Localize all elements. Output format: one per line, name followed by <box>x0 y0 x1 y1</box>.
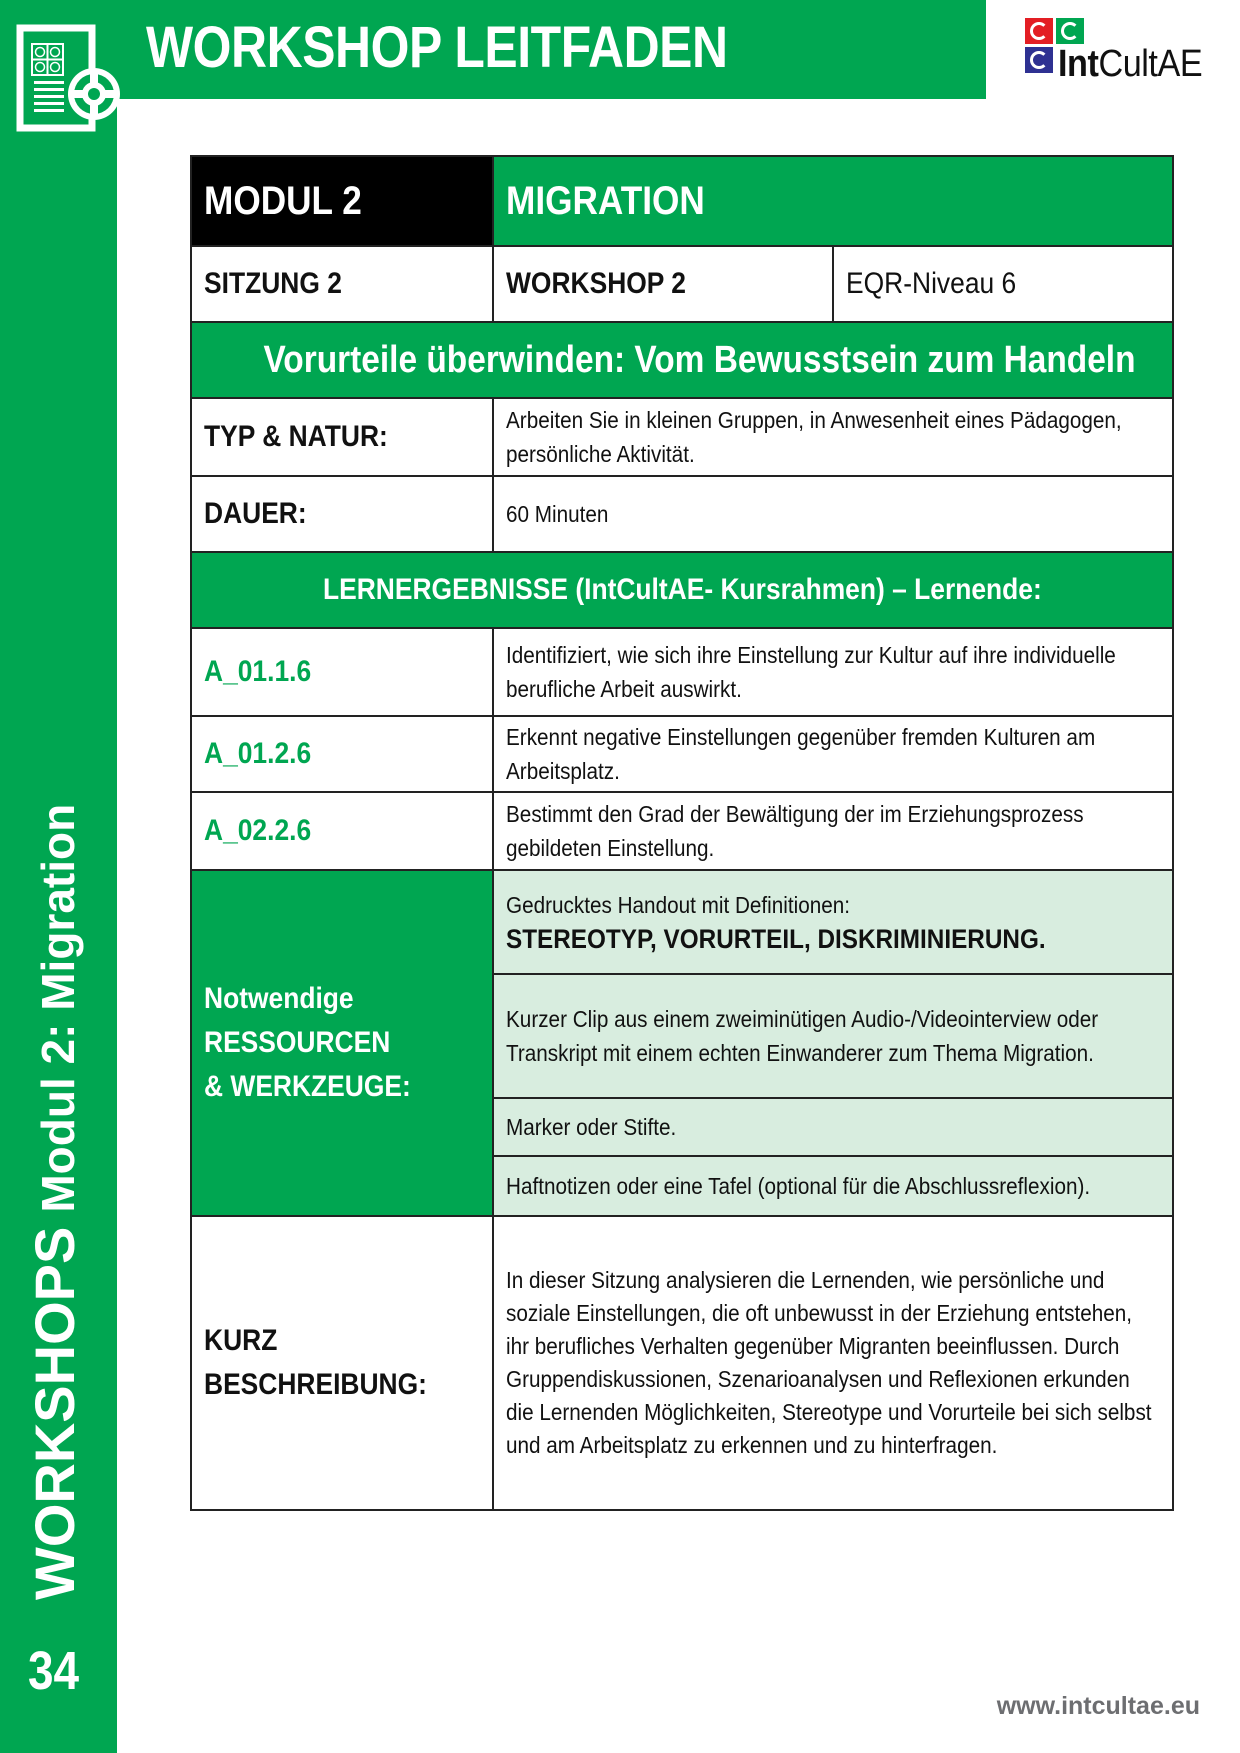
outcome-text: Erkennt negative Einstellungen gegenüber fremden Kulturen am Arbeitsplatz. <box>493 716 1173 792</box>
page-number: 34 <box>28 1641 80 1701</box>
document-gear-icon <box>16 24 122 132</box>
logo-text: IntCultAE <box>1058 43 1203 85</box>
module-name-cell: MIGRATION <box>493 156 1173 246</box>
sidebar-section-label: WORKSHOPS <box>23 1226 86 1600</box>
module-row <box>191 156 1173 246</box>
session-row <box>191 246 1173 322</box>
duration-label: DAUER: <box>191 476 493 552</box>
outcome-text: Identifiziert, wie sich ihre Einstellung zur Kultur auf ihre individuelle berufliche Arbeit auswirkt. <box>493 628 1173 716</box>
resource-item: Haftnotizen oder eine Tafel (optional für die Abschlussreflexion). <box>493 1156 1173 1216</box>
sidebar-module-label: Modul 2: Migration <box>32 803 84 1213</box>
workshop-title: Vorurteile überwinden: Vom Bewusstsein zum Handeln <box>191 322 1173 398</box>
footer-url[interactable]: www.intcultae.eu <box>996 1692 1200 1720</box>
eqr-level-cell: EQR-Niveau 6 <box>833 246 1173 322</box>
outcome-text: Bestimmt den Grad der Bewältigung der im Erziehungsprozess gebildeten Einstellung. <box>493 792 1173 870</box>
workshop-cell: WORKSHOP 2 <box>493 246 833 322</box>
logo-tile-green <box>1056 18 1084 44</box>
learning-outcome-row <box>191 792 1173 870</box>
intcultae-logo <box>1025 18 1215 88</box>
resource-item: Gedrucktes Handout mit Definitionen: STEREOTYP, VORURTEIL, DISKRIMINIERUNG. <box>493 870 1173 974</box>
description-label: KURZ BESCHREIBUNG: <box>191 1216 493 1510</box>
type-value: Arbeiten Sie in kleinen Gruppen, in Anwesenheit eines Pädagogen, persönliche Aktivität. <box>493 398 1173 476</box>
type-label: TYP & NATUR: <box>191 398 493 476</box>
description-row <box>191 1216 1173 1510</box>
outcome-code: A_01.2.6 <box>191 716 493 792</box>
resource-item: Kurzer Clip aus einem zweiminütigen Audio-/Videointerview oder Transkript mit einem echten Einwanderer zum Thema Migration. <box>493 974 1173 1098</box>
learning-outcomes-header: LERNERGEBNISSE (IntCultAE- Kursrahmen) – Lernende: <box>191 552 1173 628</box>
resource-row <box>191 870 1173 974</box>
logo-tile-blue <box>1025 47 1053 73</box>
workshop-title-row <box>191 322 1173 398</box>
duration-value: 60 Minuten <box>493 476 1173 552</box>
resource-item: Marker oder Stifte. <box>493 1098 1173 1156</box>
type-row <box>191 398 1173 476</box>
workshop-table <box>190 155 1174 1511</box>
session-cell: SITZUNG 2 <box>191 246 493 322</box>
logo-tile-red <box>1025 18 1053 44</box>
resources-label: Notwendige RESSOURCEN & WERKZEUGE: <box>191 870 493 1216</box>
learning-outcome-row <box>191 716 1173 792</box>
module-label-cell: MODUL 2 <box>191 156 493 246</box>
page-title: WORKSHOP LEITFADEN <box>146 15 728 80</box>
duration-row <box>191 476 1173 552</box>
outcome-code: A_02.2.6 <box>191 792 493 870</box>
description-value: In dieser Sitzung analysieren die Lernenden, wie persönliche und soziale Einstellungen, die oft unbewusst in der Erziehung entstehen, ihr berufliches Verhalten gegenüber Migranten beeinflussen. Durch Gruppendiskussionen, Szenarioanalysen und Reflexionen erkunden die Lernenden Möglichkeiten, Stereotype und Vorurteile bei sich selbst und am Arbeitsplatz zu erkennen und zu hinterfragen. <box>493 1216 1173 1510</box>
learning-outcomes-header-row <box>191 552 1173 628</box>
sidebar-vertical-title <box>22 804 87 1600</box>
outcome-code: A_01.1.6 <box>191 628 493 716</box>
learning-outcome-row <box>191 628 1173 716</box>
